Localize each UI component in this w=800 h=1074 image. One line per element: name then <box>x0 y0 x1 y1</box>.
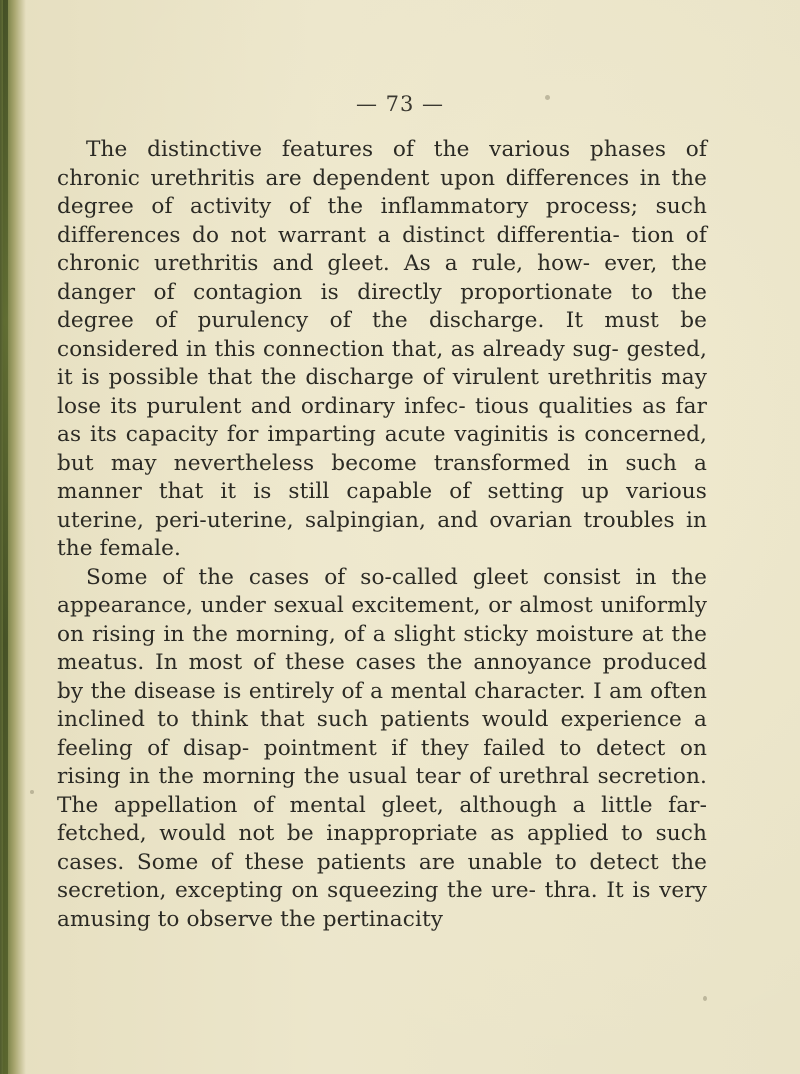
page-number: — 73 — <box>355 92 445 116</box>
binding-edge <box>3 0 8 1074</box>
paper-speck <box>30 790 34 794</box>
paragraph: The distinctive features of the various phases of chronic urethritis are dependent upon differences in the degree of activity of the inflammatory process; such differences do not warrant a distinct differentia- tion of chronic urethritis and gleet. As a rule, how- ever, the danger of contagion is directly proportionate to the degree of purulency of the discharge. It must be considered in this connection that, as already sug- gested, it is possible that the discharge of virulent urethritis may lose its purulent and ordinary infec- tious qualities as far as its capacity for imparting acute vaginitis is concerned, but may nevertheless become transformed in such a manner that it is still capable of setting up various uterine, peri-uterine, salpingian, and ovarian troubles in the female. <box>57 137 707 561</box>
paper-speck <box>703 996 707 1001</box>
body-text <box>57 136 707 934</box>
paper-speck <box>545 95 550 100</box>
paragraph: Some of the cases of so-called gleet consist in the appearance, under sexual excitement, or almost uniformly on rising in the morning, of a slight sticky moisture at the meatus. In most of these cases the annoyance produced by the disease is entirely of a mental character. I am often inclined to think that such patients would experience a feeling of disap- pointment if they failed to detect on rising in the morning the usual tear of urethral secretion. The appellation of mental gleet, although a little far- fetched, would not be inappropriate as applied to such cases. Some of these patients are unable to detect the secretion, excepting on squeezing the ure- thra. It is very amusing to observe the pertinacity <box>57 564 707 932</box>
